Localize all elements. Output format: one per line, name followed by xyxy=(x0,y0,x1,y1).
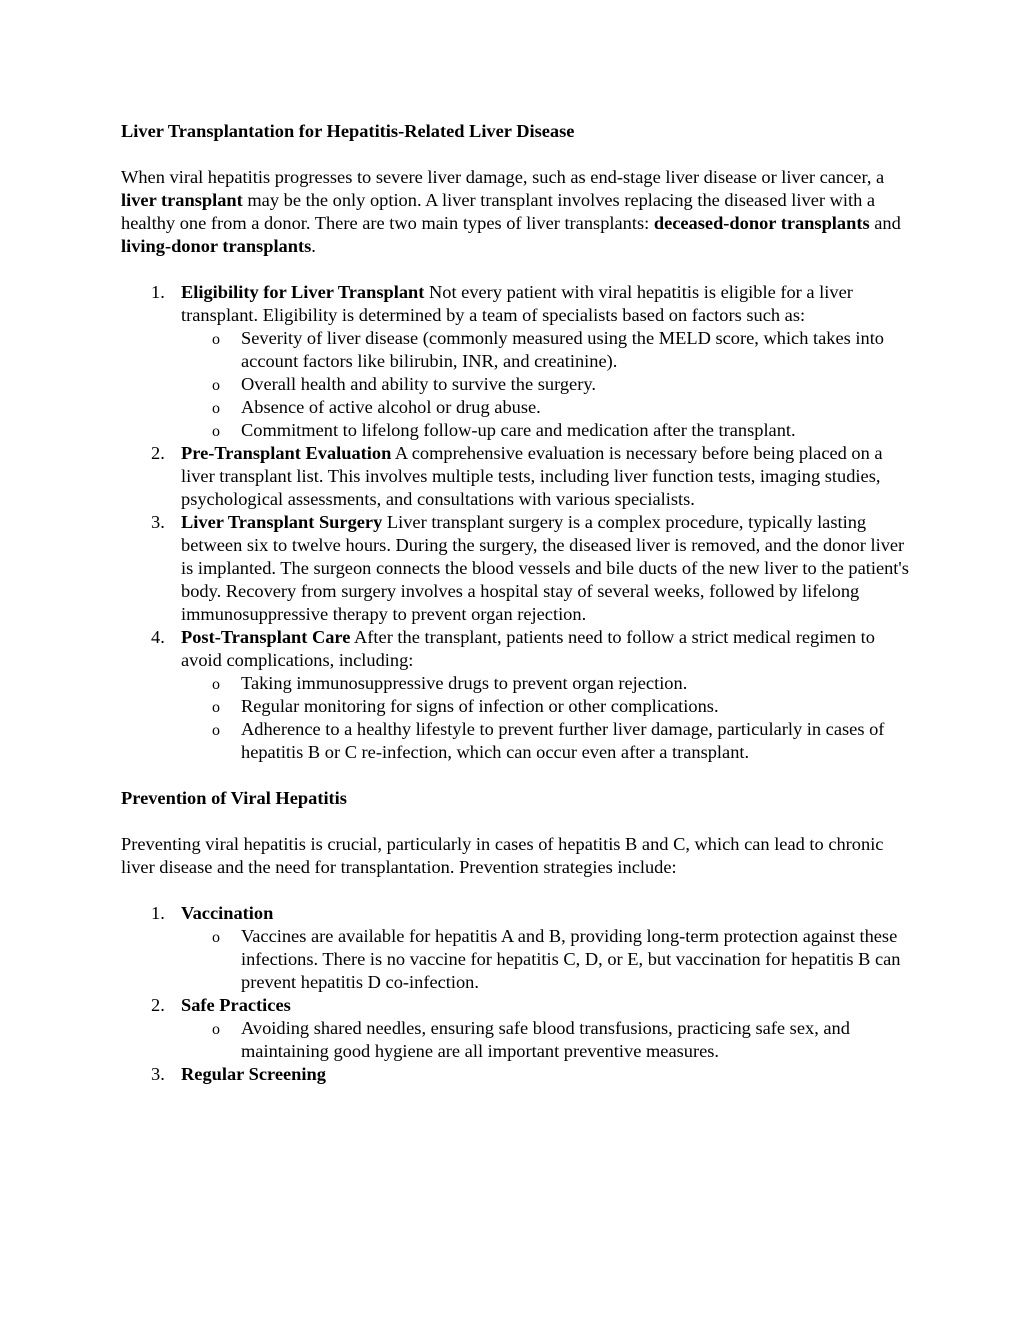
sub-list-text: Adherence to a healthy lifestyle to prevent further liver damage, particularly in cases of hepatitis B or C re-infection, which can occur even after a transplant. xyxy=(241,719,885,762)
sub-list-item xyxy=(181,1017,911,1063)
intro-bold-term: deceased-donor transplants xyxy=(653,213,870,233)
intro-text: may be the only option. A liver transplant involves replacing the diseased liver with a healthy one from a donor. There are two main types of liver transplants: xyxy=(121,190,876,233)
list-number: 3. xyxy=(151,1064,165,1084)
list-item-heading: Safe Practices xyxy=(181,995,291,1015)
sub-list-text: Taking immunosuppressive drugs to prevent organ rejection. xyxy=(241,673,688,693)
list-item-text: Liver transplant surgery is a complex procedure, typically lasting between six to twelve hours. During the surgery, the diseased liver is removed, and the donor liver is implanted. The surgeon connects the blood vessels and bile ducts of the new liver to the patient's body. Recovery from surgery involves a hospital stay of several weeks, followed by lifelong immunosuppressive therapy to prevent organ rejection. xyxy=(181,512,909,624)
prevention-list xyxy=(121,902,911,1086)
list-number: 1. xyxy=(151,903,165,923)
list-item-text: Not every patient with viral hepatitis is eligible for a liver transplant. Eligibility is determined by a team of specialists based on factors such as: xyxy=(181,282,853,325)
sub-list-text: Vaccines are available for hepatitis A and B, providing long-term protection against these infections. There is no vaccine for hepatitis C, D, or E, but vaccination for hepatitis B can prevent hepatitis D co-infection. xyxy=(241,926,901,992)
intro-paragraph xyxy=(121,166,911,258)
list-item-heading: Post-Transplant Care xyxy=(181,627,351,647)
intro-text: and xyxy=(869,213,901,233)
transplant-list xyxy=(121,281,911,764)
document-page xyxy=(121,120,911,1086)
sub-list xyxy=(181,672,911,764)
sub-list-item xyxy=(181,373,911,396)
list-item-text: A comprehensive evaluation is necessary before being placed on a liver transplant list. This involves multiple tests, including liver function tests, imaging studies, psychological assessments, and consultations with various specialists. xyxy=(181,443,883,509)
list-item xyxy=(121,442,911,511)
sub-list-text: Regular monitoring for signs of infection or other complications. xyxy=(241,696,719,716)
sub-list xyxy=(181,925,911,994)
section-heading: Prevention of Viral Hepatitis xyxy=(121,788,347,808)
document-title: Liver Transplantation for Hepatitis-Related Liver Disease xyxy=(121,121,575,141)
bullet-icon: o xyxy=(212,929,220,946)
list-item-heading: Eligibility for Liver Transplant xyxy=(181,282,425,302)
sub-list-item xyxy=(181,925,911,994)
intro-bold-term: liver transplant xyxy=(121,190,243,210)
bullet-icon: o xyxy=(212,331,220,348)
sub-list-item xyxy=(181,672,911,695)
sub-list-text: Severity of liver disease (commonly measured using the MELD score, which takes into account factors like bilirubin, INR, and creatinine). xyxy=(241,328,884,371)
sub-list-text: Avoiding shared needles, ensuring safe blood transfusions, practicing safe sex, and maintaining good hygiene are all important preventive measures. xyxy=(241,1018,850,1061)
list-item-heading: Regular Screening xyxy=(181,1064,326,1084)
intro-text: . xyxy=(311,236,316,256)
sub-list xyxy=(181,327,911,442)
list-item-heading: Vaccination xyxy=(181,903,274,923)
sub-list xyxy=(181,1017,911,1063)
list-item xyxy=(121,1063,911,1086)
sub-list-item xyxy=(181,419,911,442)
list-item xyxy=(121,626,911,764)
sub-list-item xyxy=(181,396,911,419)
list-item-heading: Liver Transplant Surgery xyxy=(181,512,383,532)
bullet-icon: o xyxy=(212,699,220,716)
list-item xyxy=(121,511,911,626)
intro-text: When viral hepatitis progresses to severe liver damage, such as end-stage liver disease or liver cancer, a xyxy=(121,167,885,187)
sub-list-text: Commitment to lifelong follow-up care and medication after the transplant. xyxy=(241,420,796,440)
bullet-icon: o xyxy=(212,377,220,394)
list-number: 1. xyxy=(151,282,165,302)
sub-list-item xyxy=(181,327,911,373)
list-item xyxy=(121,281,911,442)
list-number: 2. xyxy=(151,443,165,463)
bullet-icon: o xyxy=(212,722,220,739)
sub-list-text: Absence of active alcohol or drug abuse. xyxy=(241,397,541,417)
list-number: 3. xyxy=(151,512,165,532)
intro-bold-term: living-donor transplants xyxy=(121,236,312,256)
bullet-icon: o xyxy=(212,676,220,693)
list-item-text: After the transplant, patients need to follow a strict medical regimen to avoid complications, including: xyxy=(181,627,875,670)
prevention-paragraph: Preventing viral hepatitis is crucial, particularly in cases of hepatitis B and C, which can lead to chronic liver disease and the need for transplantation. Prevention strategies include: xyxy=(121,834,884,877)
bullet-icon: o xyxy=(212,423,220,440)
bullet-icon: o xyxy=(212,1021,220,1038)
list-number: 2. xyxy=(151,995,165,1015)
bullet-icon: o xyxy=(212,400,220,417)
sub-list-text: Overall health and ability to survive the surgery. xyxy=(241,374,596,394)
list-item xyxy=(121,902,911,994)
list-item-heading: Pre-Transplant Evaluation xyxy=(181,443,392,463)
list-number: 4. xyxy=(151,627,165,647)
list-item xyxy=(121,994,911,1063)
sub-list-item xyxy=(181,718,911,764)
sub-list-item xyxy=(181,695,911,718)
